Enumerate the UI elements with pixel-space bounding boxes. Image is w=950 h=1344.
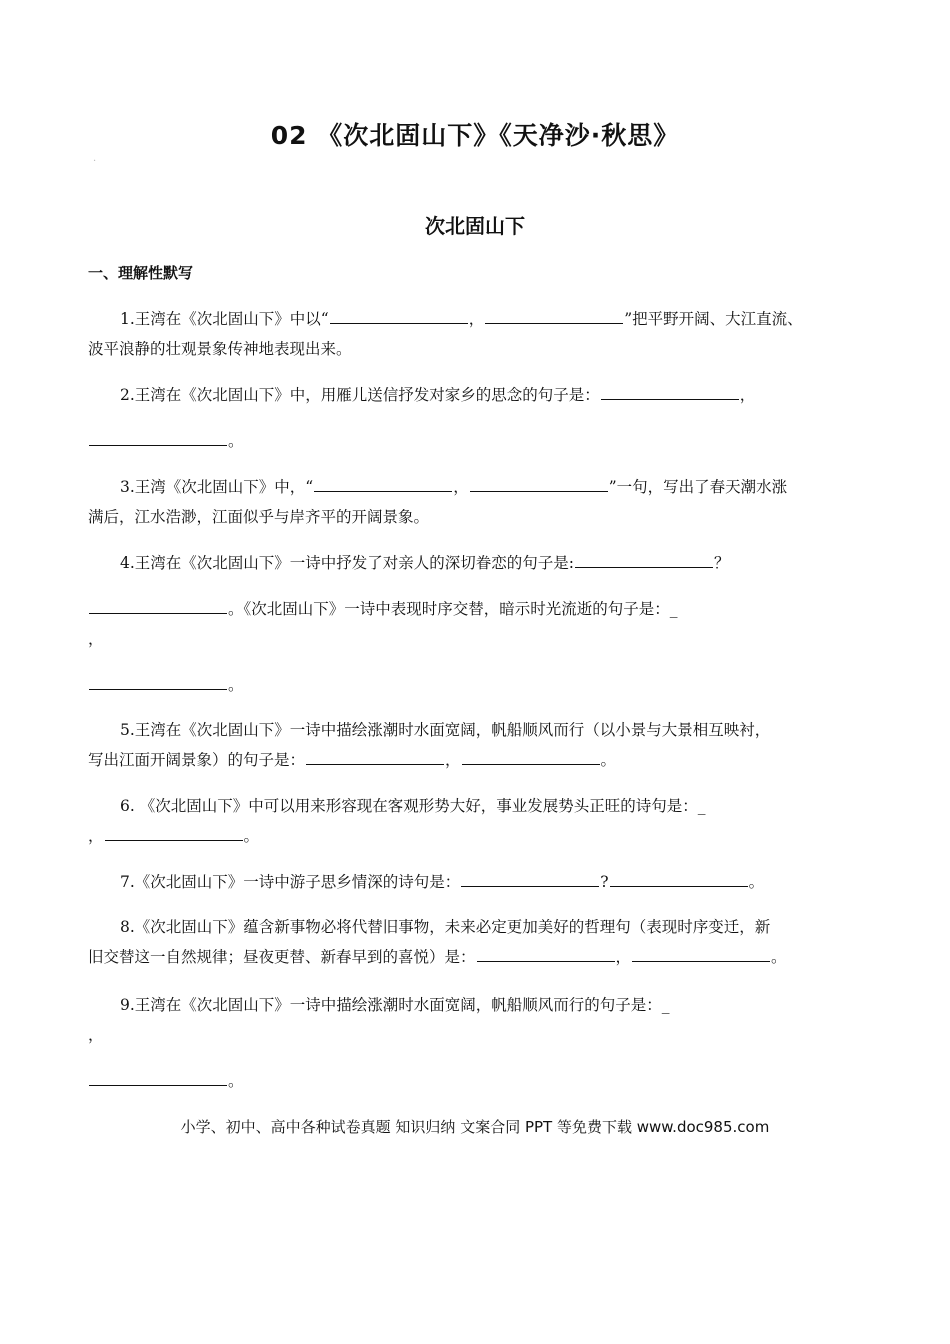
question-1-line-1: 1.王湾在《次北固山下》中以“ ， ”把平野开阔、大江直流、 — [88, 307, 900, 331]
question-9-line-2: ， — [88, 1026, 104, 1044]
answer-blank[interactable] — [461, 870, 599, 887]
answer-blank[interactable] — [632, 945, 770, 962]
question-5-line-1: 5.王湾在《次北固山下》一诗中描绘涨潮时水面宽阔，帆船顺风而行（以小景与大景相互映衬， — [120, 721, 771, 739]
answer-blank[interactable] — [470, 475, 608, 492]
answer-blank[interactable] — [306, 748, 444, 765]
question-9-line-1: 9.王湾在《次北固山下》一诗中描绘涨潮时水面宽阔，帆船顺风而行的句子是：_ — [120, 996, 670, 1014]
question-8-line-2: 旧交替这一自然规律；昼夜更替、新春早到的喜悦）是： ， 。 — [88, 945, 868, 969]
answer-blank[interactable] — [89, 673, 227, 690]
poem-title: 次北固山下 — [425, 214, 525, 238]
answer-blank[interactable] — [89, 597, 227, 614]
footer-download-note: 小学、初中、高中各种试卷真题 知识归纳 文案合同 PPT 等免费下载 www.doc985.com — [180, 1118, 770, 1136]
question-5-line-2: 写出江面开阔景象）的句子是： ， 。 — [88, 748, 868, 772]
question-3-line-1: 3.王湾《次北固山下》中，“ ， ”一句，写出了春天潮水涨 — [88, 475, 900, 499]
answer-blank[interactable] — [89, 429, 227, 446]
question-2-line-1: 2.王湾在《次北固山下》中，用雁儿送信抒发对家乡的思念的句子是： ， — [88, 383, 900, 407]
question-7-line-1: 7.《次北固山下》一诗中游子思乡情深的诗句是： ? 。 — [88, 870, 900, 894]
section-heading: 一、理解性默写 — [88, 264, 194, 282]
question-3-line-2: 满后，江水浩渺，江面似乎与岸齐平的开阔景象。 — [88, 508, 430, 526]
question-9-line-3: 。 — [88, 1069, 868, 1093]
answer-blank[interactable] — [462, 748, 600, 765]
question-8-line-1: 8.《次北固山下》蕴含新事物必将代替旧事物，未来必定更加美好的哲理句（表现时序变迁，新 — [120, 918, 771, 936]
page-title: 02 《次北固山下》《天净沙·秋思》 — [270, 121, 680, 150]
question-2-line-2: 。 — [88, 429, 868, 453]
answer-blank[interactable] — [601, 383, 739, 400]
question-4-line-3: ， — [88, 630, 104, 648]
answer-blank[interactable] — [330, 307, 468, 324]
question-4-line-2: 。《次北固山下》一诗中表现时序交替，暗示时光流逝的句子是：_ — [88, 597, 868, 621]
stray-mark: · — [93, 156, 97, 167]
answer-blank[interactable] — [105, 824, 243, 841]
answer-blank[interactable] — [477, 945, 615, 962]
question-6-line-2: ， 。 — [88, 824, 868, 848]
question-4-line-1: 4.王湾在《次北固山下》一诗中抒发了对亲人的深切眷恋的句子是: ？ — [88, 551, 900, 575]
question-4-line-4: 。 — [88, 673, 868, 697]
question-6-line-1: 6. 《次北固山下》中可以用来形容现在客观形势大好，事业发展势头正旺的诗句是：_ — [120, 797, 706, 815]
answer-blank[interactable] — [575, 551, 713, 568]
answer-blank[interactable] — [89, 1069, 227, 1086]
answer-blank[interactable] — [485, 307, 623, 324]
answer-blank[interactable] — [314, 475, 452, 492]
question-1-line-2: 波平浪静的壮观景象传神地表现出来。 — [88, 340, 352, 358]
answer-blank[interactable] — [610, 870, 748, 887]
